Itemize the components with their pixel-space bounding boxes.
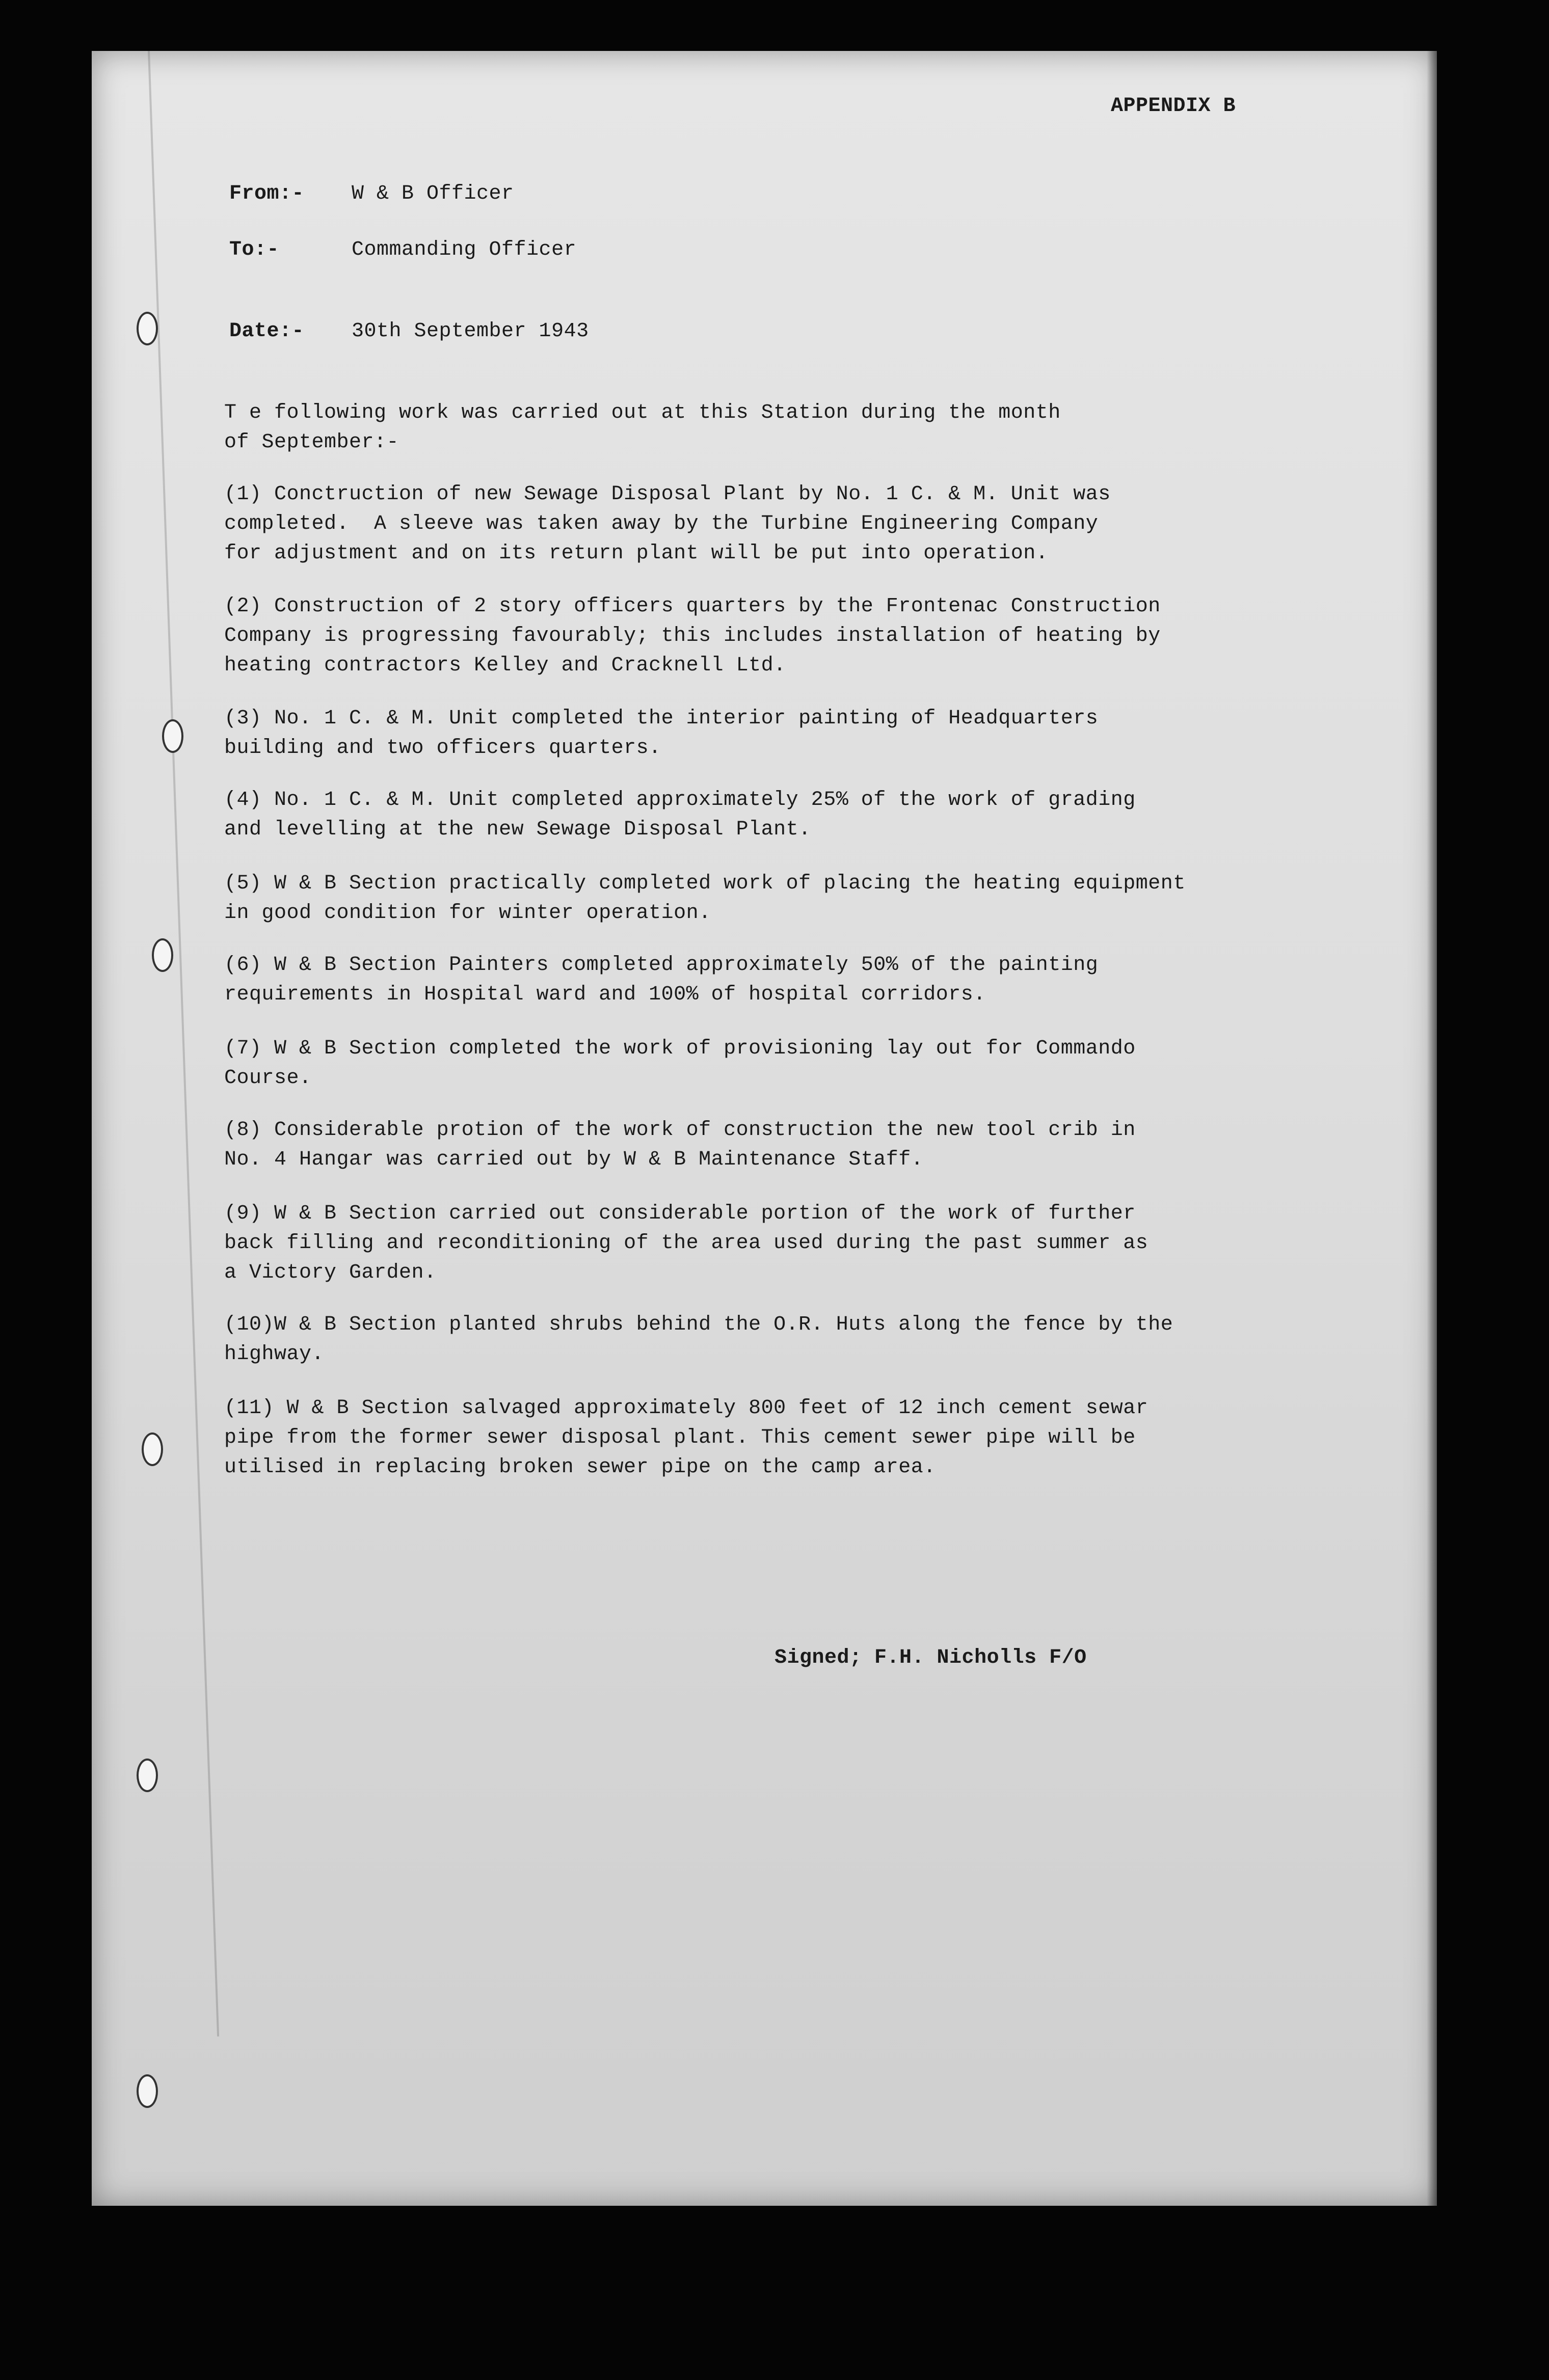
work-item: (3) No. 1 C. & M. Unit completed the interior painting of Headquarters building and two officers quarters. [224,707,1099,760]
work-item: (8) Considerable protion of the work of construction the new tool crib in No. 4 Hangar was carried out by W & B Maintenance Staff. [224,1119,1136,1171]
from-value: W & B Officer [352,182,514,205]
punch-hole-icon [137,2074,158,2108]
work-item: (9) W & B Section carried out considerable portion of the work of further back filling and reconditioning of the area used during the past summer as a Victory Garden. [224,1202,1149,1284]
work-item: (10)W & B Section planted shrubs behind the O.R. Huts along the fence by the highway. [224,1313,1173,1366]
to-label: To:- [229,238,280,261]
from-label: From:- [229,182,305,205]
work-item: (6) W & B Section Painters completed approximately 50% of the painting requirements in Hospital ward and 100% of hospital corridors. [224,954,1099,1006]
appendix-label: APPENDIX B [1111,95,1236,118]
work-item: (2) Construction of 2 story officers quarters by the Frontenac Construction Company is progressing favourably; this includes installation of heating by heating contractors Kelley and Cracknell Ltd. [224,595,1161,677]
date-label: Date:- [229,320,305,343]
work-item: (11) W & B Section salvaged approximately 800 feet of 12 inch cement sewar pipe from the former sewer disposal plant. This cement sewer pipe will be utilised in replacing broken sewer pipe on the camp area. [224,1397,1149,1479]
punch-hole-icon [142,1432,163,1466]
work-item: (5) W & B Section practically completed work of placing the heating equipment in good condition for winter operation. [224,872,1186,925]
page-edge [1427,51,1437,2206]
punch-hole-icon [152,938,173,972]
work-item: (1) Conctruction of new Sewage Disposal Plant by No. 1 C. & M. Unit was completed. A sleeve was taken away by the Turbine Engineering Company for adjustment and on its return plant will be put into operation. [224,483,1111,565]
work-item: (7) W & B Section completed the work of provisioning lay out for Commando Course. [224,1037,1136,1090]
work-item: (4) No. 1 C. & M. Unit completed approximately 25% of the work of grading and levelling at the new Sewage Disposal Plant. [224,789,1136,841]
punch-hole-icon [162,719,183,753]
signature-line: Signed; F.H. Nicholls F/O [774,1646,1087,1669]
punch-hole-icon [137,312,158,345]
fold-line [148,51,219,2037]
to-value: Commanding Officer [352,238,577,261]
punch-hole-icon [137,1759,158,1792]
intro-paragraph: T e following work was carried out at this Station during the month of September:- [224,401,1061,454]
date-value: 30th September 1943 [352,320,589,343]
